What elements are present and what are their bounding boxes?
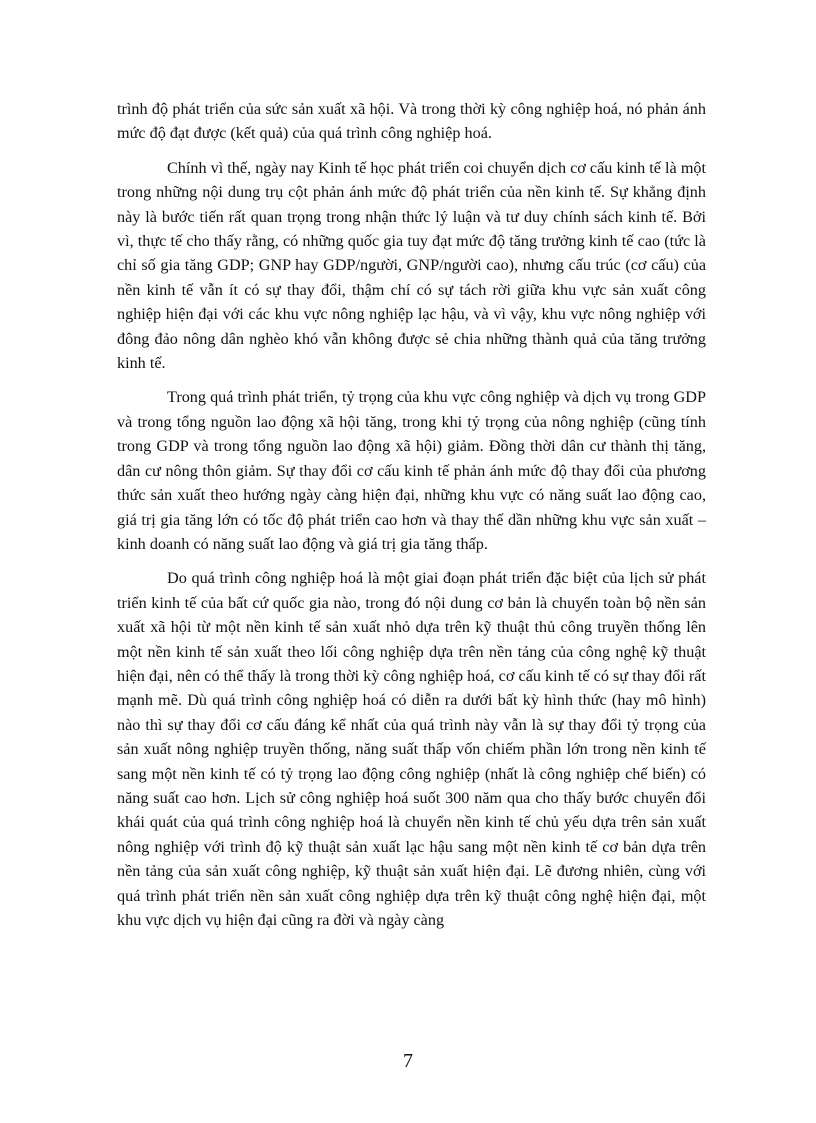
- paragraph-development-process: Trong quá trình phát triển, tỷ trọng của khu vực công nghiệp và dịch vụ trong GDP và trong tổng nguồn lao động xã hội tăng, trong khi tỷ trọng của nông nghiệp (cũng tính trong GDP và trong tổng nguồn lao động xã hội) giảm. Đồng thời dân cư thành thị tăng, dân cư nông thôn giảm. Sự thay đổi cơ cấu kinh tế phản ánh mức độ thay đổi của phương thức sản xuất theo hướng ngày càng hiện đại, những khu vực có năng suất lao động cao, giá trị gia tăng lớn có tốc độ phát triển cao hơn và thay thế dần những khu vực sản xuất – kinh doanh có năng suất lao động và giá trị gia tăng thấp.: [117, 388, 706, 553]
- paragraph-continuation: trình độ phát triển của sức sản xuất xã hội. Và trong thời kỳ công nghiệp hoá, nó phản ánh mức độ đạt được (kết quả) của quá trình công nghiệp hoá.: [117, 100, 706, 143]
- page-number: 7: [403, 1050, 413, 1072]
- page-body: [117, 97, 706, 942]
- paragraph-structural-shift: Chính vì thế, ngày nay Kinh tế học phát triển coi chuyển dịch cơ cấu kinh tế là một trong những nội dung trụ cột phản ánh mức độ phát triển của nền kinh tế. Sự khẳng định này là bước tiến rất quan trọng trong nhận thức lý luận và tư duy chính sách kinh tế. Bởi vì, thực tế cho thấy rằng, có những quốc gia tuy đạt mức độ tăng trưởng kinh tế cao (tức là chỉ số gia tăng GDP; GNP hay GDP/người, GNP/người cao), nhưng cấu trúc (cơ cấu) của nền kinh tế vẫn ít có sự thay đổi, thậm chí có sự tách rời giữa khu vực sản xuất công nghiệp hiện đại với các khu vực nông nghiệp lạc hậu, và vì vậy, khu vực nông nghiệp với đông đảo nông dân nghèo khó vẫn không được sẻ chia những thành quả của tăng trưởng kinh tế.: [117, 158, 706, 373]
- paragraph-industrialization: Do quá trình công nghiệp hoá là một giai đoạn phát triển đặc biệt của lịch sử phát triển kinh tế của bất cứ quốc gia nào, trong đó nội dung cơ bản là chuyển toàn bộ nền sản xuất xã hội từ một nền kinh tế sản xuất nhỏ dựa trên kỹ thuật thủ công truyền thống lên một nền kinh tế sản xuất theo lối công nghiệp dựa trên nền tảng của công nghệ kỹ thuật hiện đại, nên có thể thấy là trong thời kỳ công nghiệp hoá, cơ cấu kinh tế có sự thay đổi rất mạnh mẽ. Dù quá trình công nghiệp hoá có diễn ra dưới bất kỳ hình thức (hay mô hình) nào thì sự thay đổi cơ cấu đáng kể nhất của quá trình này vẫn là sự thay đổi tỷ trọng của sản xuất nông nghiệp truyền thống, năng suất thấp vốn chiếm phần lớn trong nền kinh tế sang một nền kinh tế có tỷ trọng lao động công nghiệp (nhất là công nghiệp chế biến) có năng suất cao hơn. Lịch sử công nghiệp hoá suốt 300 năm qua cho thấy bước chuyển đổi khái quát của quá trình công nghiệp hoá là chuyển nền kinh tế chủ yếu dựa trên sản xuất nông nghiệp với trình độ kỹ thuật sản xuất lạc hậu sang một nền kinh tế cơ bản dựa trên nền tảng của sản xuất công nghiệp, kỹ thuật sản xuất hiện đại. Lẽ đương nhiên, cùng với quá trình phát triển nền sản xuất công nghiệp dựa trên kỹ thuật công nghệ hiện đại, một khu vực dịch vụ hiện đại cũng ra đời và ngày càng: [117, 569, 706, 929]
